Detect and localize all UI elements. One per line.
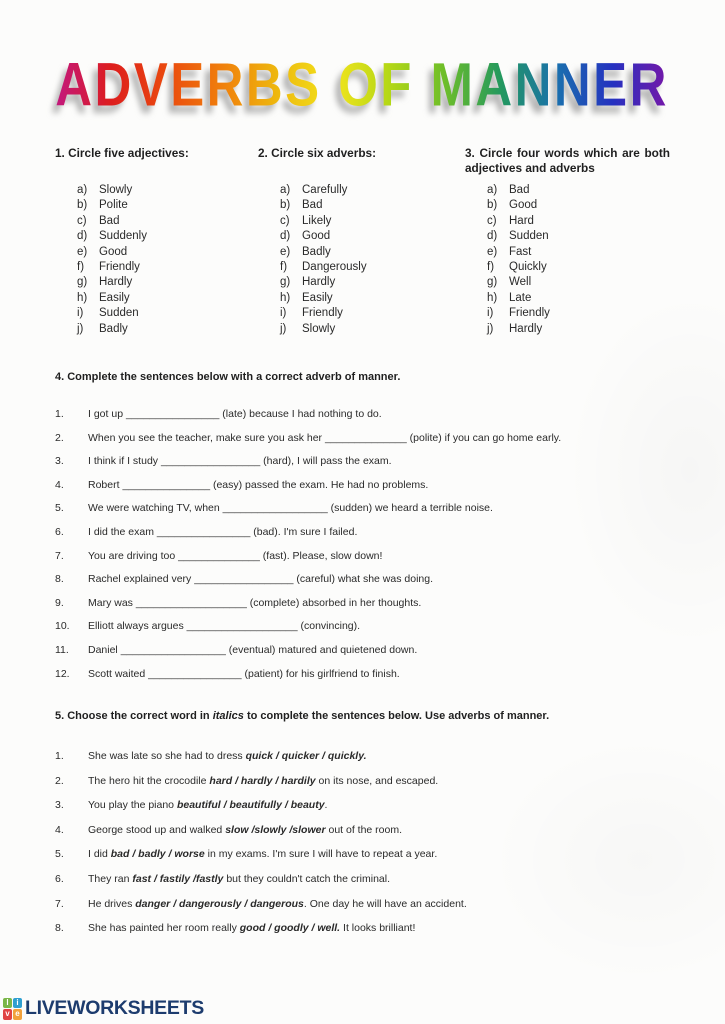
word-option[interactable]: Quickly (509, 261, 547, 274)
sentence-number: 5. (55, 848, 64, 861)
word-option[interactable]: Late (509, 291, 532, 304)
answer-blank[interactable]: _______________ (122, 478, 211, 491)
word-option[interactable]: Polite (99, 199, 128, 212)
fill-sentence (55, 597, 695, 621)
word-choice[interactable]: fast / fastily /fastly (132, 872, 224, 885)
exercise-heading: 1. Circle five adjectives: (55, 146, 189, 160)
word-choice[interactable]: slow /slowly /slower (225, 823, 326, 836)
word-option-row (258, 229, 465, 244)
word-option[interactable]: Slowly (302, 322, 336, 335)
word-option-row (55, 275, 258, 290)
answer-blank[interactable]: ________________ (156, 525, 251, 538)
answer-blank[interactable]: _________________ (194, 573, 294, 586)
answer-blank[interactable]: ________________ (125, 408, 220, 420)
section4-heading: 4. Complete the sentences below with a correct adverb of manner. (55, 371, 401, 383)
word-option[interactable]: Fast (509, 245, 532, 258)
sentence-number: 11. (55, 643, 69, 656)
word-option-row (258, 275, 465, 290)
sentence-text: We were watching TV, when __________________ (sudden) we heard a terrible noise. (88, 502, 493, 515)
option-letter: f) (77, 261, 85, 274)
option-letter: f) (487, 261, 495, 274)
fill-sentence (55, 408, 695, 432)
option-letter: e) (280, 245, 291, 258)
word-option-row (55, 183, 258, 198)
sentence-number: 6. (55, 525, 64, 538)
word-option-row (258, 322, 465, 337)
word-option[interactable]: Well (509, 276, 532, 289)
sentence-number: 7. (55, 897, 64, 910)
word-option-row (258, 291, 465, 306)
option-letter: h) (280, 291, 291, 304)
sentence-number: 3. (55, 455, 64, 468)
sentence-number: 5. (55, 502, 64, 515)
word-option-row (258, 214, 465, 229)
section5-heading-post: to complete the sentences below. Use adverbs of manner. (243, 710, 550, 722)
word-choice[interactable]: hard / hardly / hardily (209, 774, 316, 787)
option-letter: a) (77, 184, 88, 196)
word-option[interactable]: Easily (302, 291, 333, 304)
sentence-text: He drives danger / dangerously / dangerous. One day he will have an accident. (88, 897, 467, 910)
sentence-number: 1. (55, 408, 64, 420)
fill-sentence (55, 526, 695, 550)
exercise-column-2 (258, 146, 465, 337)
word-option[interactable]: Bad (302, 199, 323, 212)
logo-letter-square: i (13, 998, 22, 1009)
word-option-row (55, 198, 258, 213)
sentence-text: Rachel explained very _________________ (careful) what she was doing. (88, 573, 433, 586)
sentence-number: 2. (55, 774, 64, 787)
liveworksheets-icon (3, 998, 22, 1020)
fill-sentence (55, 432, 695, 456)
sentence-text: Robert _______________ (easy) passed the exam. He had no problems. (88, 478, 429, 491)
fill-sentence (55, 455, 695, 479)
word-option[interactable]: Carefully (302, 184, 348, 196)
choose-sentences (55, 750, 705, 947)
word-option-row (465, 245, 673, 260)
answer-blank[interactable]: ______________ (324, 431, 407, 444)
fill-sentence (55, 620, 695, 644)
option-letter: e) (77, 245, 88, 258)
sentence-number: 4. (55, 823, 64, 836)
logo-letter-square: v (3, 1009, 12, 1020)
word-option[interactable]: Sudden (509, 230, 549, 243)
answer-blank[interactable]: _________________ (160, 455, 261, 468)
sentence-number: 10. (55, 620, 70, 633)
word-option-row (55, 229, 258, 244)
sentence-number: 1. (55, 750, 64, 762)
option-letter: b) (77, 199, 88, 212)
word-option-row (465, 275, 673, 290)
sentence-text: You play the piano beautiful / beautifully / beauty. (88, 799, 328, 812)
section5-heading-pre: 5. Choose the correct word in (55, 710, 213, 722)
word-choice[interactable]: beautiful / beautifully / beauty (176, 799, 325, 812)
option-letter: h) (77, 291, 88, 304)
sentence-number: 8. (55, 922, 64, 935)
sentence-text: She has painted her room really good / goodly / well. It looks brilliant! (88, 922, 416, 935)
sentence-text: She was late so she had to dress quick / quicker / quickly. (88, 750, 367, 762)
sentence-number: 9. (55, 596, 64, 609)
word-option-row (258, 260, 465, 275)
option-letter: b) (487, 199, 498, 212)
exercise-column-3 (465, 146, 673, 337)
fill-sentence (55, 479, 695, 503)
word-option[interactable]: Good (509, 199, 538, 212)
word-option-row (258, 245, 465, 260)
word-option-row (465, 214, 673, 229)
option-letter: a) (280, 184, 291, 196)
answer-blank[interactable]: __________________ (120, 643, 226, 656)
sentence-number: 6. (55, 872, 64, 885)
answer-blank[interactable]: ________________ (148, 667, 242, 680)
title-banner (0, 50, 725, 120)
word-option[interactable]: Slowly (99, 184, 133, 196)
word-option[interactable]: Easily (99, 291, 130, 304)
choose-sentence (55, 750, 705, 775)
word-option[interactable]: Sudden (99, 307, 139, 320)
choose-sentence (55, 898, 705, 923)
answer-blank[interactable]: ___________________ (135, 596, 247, 609)
sentence-text: The hero hit the crocodile hard / hardly / hardily on its nose, and escaped. (88, 774, 439, 787)
choose-sentence (55, 848, 705, 873)
sentence-text: Elliott always argues ___________________ (convincing). (88, 620, 361, 633)
fill-sentence (55, 644, 695, 668)
option-letter: g) (487, 276, 498, 289)
word-option[interactable]: Good (302, 230, 331, 243)
word-choice[interactable]: danger / dangerously / dangerous (135, 897, 304, 910)
sentence-text: You are driving too ______________ (fast). Please, slow down! (88, 549, 383, 562)
word-option[interactable]: Badly (302, 245, 331, 258)
word-option[interactable]: Friendly (302, 307, 343, 320)
sentence-text: Mary was ___________________ (complete) absorbed in her thoughts. (88, 596, 422, 609)
word-option-row (258, 183, 465, 198)
sentence-text: I think if I study _________________ (hard), I will pass the exam. (88, 455, 392, 468)
sentence-text: When you see the teacher, make sure you ask her ______________ (polite) if you can go home early. (88, 431, 562, 444)
word-option-row (55, 306, 258, 321)
word-choice[interactable]: bad / badly / worse (110, 848, 205, 861)
fill-sentence (55, 573, 695, 597)
section5-heading (55, 710, 549, 722)
word-option-row (55, 322, 258, 337)
sentence-number: 2. (55, 431, 64, 444)
choose-sentence (55, 799, 705, 824)
word-option-row (465, 183, 673, 198)
word-option[interactable]: Friendly (509, 307, 550, 320)
word-option-row (465, 322, 673, 337)
option-letter: j) (280, 322, 287, 335)
sentence-number: 8. (55, 573, 64, 586)
sentence-text: I did bad / badly / worse in my exams. I'm sure I will have to repeat a year. (88, 848, 438, 861)
option-letter: c) (77, 214, 87, 227)
word-option[interactable]: Dangerously (302, 261, 367, 274)
option-letter: g) (77, 276, 88, 289)
choose-sentence (55, 922, 705, 947)
option-letter: b) (280, 199, 291, 212)
word-option[interactable]: Hard (509, 214, 534, 227)
sentence-number: 7. (55, 549, 64, 562)
option-letter: e) (487, 245, 498, 258)
sentence-text: Scott waited ________________ (patient) for his girlfriend to finish. (88, 667, 400, 680)
sentence-number: 3. (55, 799, 64, 812)
word-option-row (258, 198, 465, 213)
word-option[interactable]: Hardly (509, 322, 543, 335)
sentence-number: 12. (55, 667, 70, 680)
option-letter: c) (487, 214, 497, 227)
logo-letter-square: e (13, 1009, 22, 1020)
option-letter: i) (77, 307, 84, 320)
option-letter: g) (280, 276, 291, 289)
option-letter: f) (280, 261, 288, 274)
word-option-row (55, 214, 258, 229)
option-letter: d) (487, 230, 498, 243)
option-letter: i) (487, 307, 494, 320)
option-letter: i) (280, 307, 287, 320)
word-option-row (465, 291, 673, 306)
exercise-heading: 2. Circle six adverbs: (258, 146, 377, 160)
liveworksheets-logo[interactable] (3, 997, 204, 1020)
answer-blank[interactable]: ___________________ (186, 620, 298, 633)
word-option[interactable]: Friendly (99, 261, 140, 274)
liveworksheets-wordmark: LIVEWORKSHEETS (25, 997, 204, 1019)
sentence-text: Daniel __________________ (eventual) matured and quietened down. (88, 643, 418, 656)
logo-letter-square: l (3, 998, 12, 1009)
word-option[interactable]: Hardly (99, 276, 133, 289)
option-letter: j) (77, 322, 84, 335)
option-letter: a) (487, 184, 498, 196)
word-option-row (465, 306, 673, 321)
word-option[interactable]: Hardly (302, 276, 336, 289)
word-option[interactable]: Bad (509, 184, 530, 196)
word-option-row (55, 260, 258, 275)
option-letter: j) (487, 322, 494, 335)
exercise-column-1 (55, 146, 258, 337)
word-option[interactable]: Badly (99, 322, 128, 335)
word-option-row (465, 260, 673, 275)
option-letter: h) (487, 291, 498, 304)
word-choice[interactable]: quick / quicker / quickly. (245, 750, 367, 762)
word-option-row (258, 306, 465, 321)
word-option[interactable]: Good (99, 245, 128, 258)
worksheet-title: ADVERBS OF MANNER (55, 51, 670, 120)
fill-in-sentences (55, 408, 695, 691)
word-choice[interactable]: good / goodly / well. (239, 922, 341, 935)
sentence-text: I got up ________________ (late) because I had nothing to do. (88, 408, 382, 420)
circle-exercises (55, 146, 673, 337)
option-letter: d) (77, 230, 88, 243)
word-option-row (55, 245, 258, 260)
word-option-row (55, 291, 258, 306)
fill-sentence (55, 668, 695, 692)
sentence-text: I did the exam ________________ (bad). I'm sure I failed. (88, 525, 358, 538)
word-option[interactable]: Suddenly (99, 230, 147, 243)
choose-sentence (55, 824, 705, 849)
choose-sentence (55, 873, 705, 898)
fill-sentence (55, 550, 695, 574)
section5-heading-italic-word: italics (212, 710, 244, 722)
sentence-text: They ran fast / fastily /fastly but they couldn't catch the criminal. (88, 872, 390, 885)
word-option[interactable]: Bad (99, 214, 120, 227)
exercise-heading: 3. Circle four words which are both adjectives and adverbs (465, 146, 670, 175)
word-option[interactable]: Likely (302, 214, 332, 227)
option-letter: d) (280, 230, 291, 243)
answer-blank[interactable]: ______________ (178, 549, 260, 562)
choose-sentence (55, 775, 705, 800)
option-letter: c) (280, 214, 290, 227)
word-option-row (465, 229, 673, 244)
word-option-row (465, 198, 673, 213)
sentence-number: 4. (55, 478, 64, 491)
sentence-text: George stood up and walked slow /slowly /slower out of the room. (88, 823, 403, 836)
answer-blank[interactable]: __________________ (222, 502, 328, 515)
fill-sentence (55, 502, 695, 526)
